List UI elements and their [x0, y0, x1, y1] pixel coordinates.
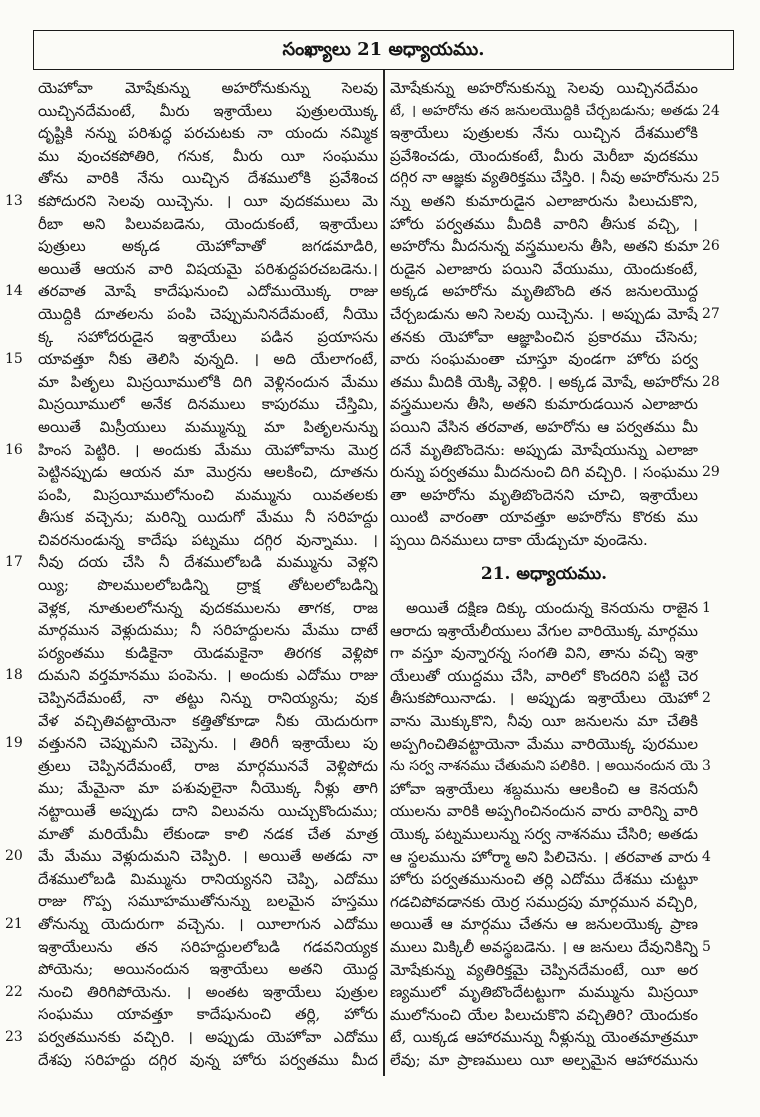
column-divider	[383, 70, 385, 1076]
verse-number: 5	[702, 938, 711, 955]
verse-number: 25	[702, 170, 720, 187]
text-line	[390, 439, 698, 462]
line-text: యొద్దికి దూతలను పంపి చెప్పుమనినదేమంటే, నీయొ	[38, 304, 378, 323]
line-text: గడచిపోవడానకు యెర్ర సముద్రపు మార్గమున వచ్చిరి,	[390, 892, 698, 911]
line-text: అయితే ఆయన వారి విషయమై పరిశుద్ధపరచబడెను.।	[38, 259, 378, 278]
line-text: వత్తునని చెప్పుమని చెప్పెను. । తిరిగీ ఇశ్రాయేలు పు	[38, 734, 378, 753]
line-text: యొక్క పట్నములున్ను సర్వ నాశనము చేసిరి; అతడు	[390, 824, 698, 843]
line-text: మా పితృలు మిస్రయీములోకి దిగి వెళ్లినందున మేము	[38, 372, 378, 391]
line-text: హింస పెట్టిరి. । అందుకు మేము యెహోవాను మొర్ర	[38, 440, 378, 459]
line-text: తోను వారికి నేను యిచ్చిన దేశములోకి ప్రవేశించ	[38, 169, 378, 188]
text-line	[390, 461, 720, 484]
verse-number: 14	[5, 283, 23, 300]
line-text: దృష్టికి నన్ను పరిశుద్ధ పరచుటకు నా యందు నమ్మిక	[38, 124, 378, 143]
line-text: తీసుకపోయినాడు. । అప్పుడు ఇశ్రాయేలు యెహో	[390, 689, 698, 708]
text-line	[5, 280, 378, 303]
line-text: ము వుంచకపోతిరి, గనుక, మీరు యీ సంఘము	[38, 146, 378, 165]
line-text: రున్ను పర్వతము మీదనుంచి దిగి వచ్చిరి. । సంఘము	[390, 463, 698, 482]
text-line	[390, 1026, 698, 1049]
text-line	[390, 258, 698, 281]
line-text: వేళ వచ్చితివట్టాయెనా కత్తితోకూడా నీకు యెదురుగా	[38, 711, 378, 730]
text-line	[390, 77, 698, 100]
line-text: సంఘము యావత్తూ కాదేషునుంచి తర్లి, హోరు	[38, 1005, 378, 1024]
line-text: గా వస్తూ వున్నారన్న సంగతి విని, తాను వచ్చి ఇశ్రా	[390, 644, 698, 663]
text-line	[38, 167, 378, 190]
text-line	[390, 235, 720, 258]
line-text: యేలుతో యుద్ధము చేసి, వారిలో కొందరిని పట్టి చెర	[390, 666, 698, 685]
text-line	[390, 213, 698, 236]
text-line	[390, 891, 698, 914]
text-line	[38, 868, 378, 891]
line-text: పుత్రులు అక్కడ యెహోవాతో జగడమాడిరి,	[38, 237, 378, 256]
right-column-bottom	[390, 597, 711, 1071]
verse-number: 21	[5, 915, 23, 932]
line-text: మోషేకున్ను అహరోనుకున్ను సెలవు యిచ్చినదేమం	[390, 79, 698, 97]
line-text: క్క సహోదరుడైన ఇశ్రాయేలు పడిన ప్రయాసను	[38, 327, 378, 346]
text-line	[38, 145, 378, 168]
text-line	[390, 122, 698, 145]
line-text: కపోదురని సెలవు యిచ్చెను. । యీ వుదకములు మె	[38, 191, 378, 210]
line-text: తోనున్ను యెదురుగా వచ్చెను. । యీలాగున ఎదోము	[38, 914, 378, 933]
left-column	[5, 77, 378, 1071]
text-line	[390, 981, 698, 1004]
line-text: హోరు పర్వతము మీదికి వారిని తీసుక వచ్చి, ।	[390, 214, 698, 233]
line-text: వాను మొక్కుకొని, నీవు యీ జనులను మా చేతికి	[390, 711, 698, 730]
text-line	[38, 303, 378, 326]
line-text: ములోనుంచి యేల పిలుచుకొని వచ్చితిరి? యెందుకం	[390, 1005, 698, 1024]
verse-number: 13	[5, 192, 23, 209]
verse-number: 29	[702, 464, 720, 481]
verse-number: 24	[702, 102, 720, 119]
running-header	[33, 30, 734, 70]
line-text: ఇశ్రాయేలును తన సరిహద్దులలోబడి గడవనియ్యక	[38, 937, 378, 956]
text-line	[390, 710, 698, 733]
line-text: యావత్తూ నీకు తెలిసి వున్నది. । అది యేలాగంటే,	[38, 350, 378, 369]
line-text: మాతో మరియేమీ లేకుండా కాలి నడక చేత మాత్ర	[38, 824, 378, 843]
line-text: పెట్టినప్పుడు ఆయన మా మొర్రను ఆలకించి, దూతను	[38, 463, 378, 482]
line-text: తరవాత మోషే కాదేషునుంచి ఎదోముయొక్క రాజు	[38, 282, 378, 301]
text-line	[5, 732, 378, 755]
line-text: టే, । అహరోను తన జనులయొద్దికి చేర్చబడును; అతడు	[390, 102, 698, 119]
text-line	[38, 529, 378, 552]
verse-number: 15	[5, 351, 23, 368]
text-line	[390, 800, 698, 823]
line-text: వస్త్రములను తీసి, అతని కుమారుడయిన ఎలాజారు	[390, 395, 698, 414]
text-line	[390, 913, 698, 936]
line-text: త్రులు చెప్పినదేమంటే, రాజ మార్గమునవే వెళ్లిపోదు	[38, 756, 378, 775]
text-line	[390, 348, 698, 371]
line-text: మిస్రయీములో అనేక దినములు కాపురము చేస్తిమి,	[38, 395, 378, 414]
text-line	[38, 936, 378, 959]
verse-number: 4	[702, 848, 711, 865]
verse-number: 16	[5, 441, 23, 458]
text-line	[390, 665, 698, 688]
text-line	[38, 258, 378, 281]
verse-number: 17	[5, 554, 23, 571]
text-line	[390, 393, 698, 416]
line-text: పోయెను; అయినందున ఇశ్రాయేలు అతని యొద్ద	[38, 960, 378, 979]
text-line	[38, 371, 378, 394]
line-text: న్ను అతని కుమారుడైన ఎలాజారును పిలుచుకొని,	[390, 191, 698, 210]
line-text: దుమని వర్తమానము పంపెను. । అందుకు ఎదోము రాజు	[38, 666, 378, 685]
text-line	[38, 823, 378, 846]
text-line	[38, 597, 378, 620]
text-line	[38, 777, 378, 800]
line-text: తీసుక వచ్చెను; మరిన్ని యిదుగో మేము నీ సరిహద్దు	[38, 508, 378, 527]
text-line	[390, 100, 720, 123]
verse-number: 2	[702, 690, 711, 707]
text-line	[390, 303, 720, 326]
text-line	[390, 868, 698, 891]
text-line	[390, 529, 698, 552]
text-line	[38, 326, 378, 349]
text-line	[38, 461, 378, 484]
text-line	[5, 913, 378, 936]
line-text: రీబా అని పిలువబడెను, యెందుకంటే, ఇశ్రాయేలు	[38, 214, 378, 233]
verse-number: 27	[702, 305, 720, 322]
text-line	[390, 484, 698, 507]
line-text: వెళ్లక, నూతులలోనున్న వుదకములను తాగక, రాజ	[38, 598, 378, 617]
line-text: ణ్యములో మృతిబొందేటట్టుగా మమ్మును మిస్రయీ	[390, 983, 698, 1002]
line-text: రుడైన ఎలాజారు పయిని వేయుము, యెందుకంటే,	[390, 259, 698, 278]
text-line	[390, 1004, 698, 1027]
line-text: ఇశ్రాయేలు పుత్రులకు నేను యిచ్చిన దేశములోకి	[390, 124, 698, 143]
line-text: అయితే దక్షిణ దిక్కు యందున్న కెనయను రాజైన	[406, 599, 698, 617]
text-line	[38, 687, 378, 710]
text-line	[38, 755, 378, 778]
line-text: అప్పగించితివట్టాయెనా మేము వారియొక్క పురముల	[390, 734, 698, 753]
verse-number: 1	[702, 600, 711, 616]
text-line	[5, 439, 378, 462]
line-text: హోరు పర్వతమునుంచి తర్లి ఎదోము దేశము చుట్టూ	[390, 870, 698, 889]
line-text: లేవు; మా ప్రాణములు యీ అల్పమైన ఆహారమును	[390, 1050, 698, 1069]
line-text: మార్గమున వెళ్లుదుము; నీ సరిహద్దులను మేము దాటే	[38, 621, 378, 640]
text-line	[5, 664, 378, 687]
text-line	[38, 1003, 378, 1026]
verse-number: 22	[5, 983, 23, 1000]
text-line	[5, 190, 378, 213]
line-text: ప్రవేశించడు, యెందుకంటే, మీరు మెరీబా వుదకము	[390, 146, 698, 165]
text-line	[38, 619, 378, 642]
line-text: దనే మృతిబొందెను: అప్పుడు మోషేయున్ను ఎలాజా	[390, 440, 698, 459]
line-text: మే మేము వెళ్లుదుమని చెప్పిరి. । అయితే అతడు నా	[38, 847, 378, 866]
line-text: పర్యంతము కుడికైనా యెడమకైనా తిరగక వెళ్లిపో	[38, 643, 378, 662]
line-text: దగ్గిర నా ఆజ్ఞకు వ్యతిరిక్తము చేస్తిరి. । నీవు అహరోనును	[390, 170, 698, 187]
line-text: నుంచి తిరిగిపోయెను. । అంతట ఇశ్రాయేలు పుత్రుల	[38, 982, 378, 1001]
line-text: మోషేకున్ను వ్యతిరిక్తమై చెప్పినదేమంటే, యీ అర	[390, 960, 698, 979]
text-line	[38, 800, 378, 823]
line-text: ప్పయి దినములు దాకా యేడ్చుచూ వుండెను.	[390, 530, 648, 549]
text-line	[390, 371, 720, 394]
text-line	[390, 167, 720, 190]
line-text: దేశపు సరిహద్దు దగ్గిర వున్న హోరు పర్వతము మీద	[38, 1050, 378, 1069]
text-line	[390, 597, 711, 620]
line-text: అయితే ఆ మార్గము చేతను ఆ జనులయొక్క ప్రాణ	[390, 915, 698, 934]
verse-number: 19	[5, 735, 23, 752]
verse-number: 23	[5, 1028, 23, 1045]
text-line	[38, 958, 378, 981]
line-text: యింటి వారంతా యావత్తూ అహరోను కొరకు ము	[390, 508, 698, 527]
text-line	[390, 755, 711, 778]
text-line	[38, 100, 378, 123]
line-text: తము మీదికి యెక్కి వెళ్లిరి. । అక్కడ మోషే, అహరోను	[390, 372, 698, 391]
text-line	[390, 280, 698, 303]
text-line	[38, 213, 378, 236]
line-text: అక్కడ అహరోను మృతిబొంది తన జనులయొద్ద	[390, 282, 698, 301]
line-text: దేశములోబడి మిమ్మును రానియ్యనని చెప్పి, ఎదోము	[38, 869, 378, 888]
text-line	[38, 710, 378, 733]
text-line	[390, 190, 698, 213]
line-text: చివరనుండున్న కాదేషు పట్నము దగ్గిర వున్నాము. ।	[38, 530, 378, 549]
text-line	[390, 1049, 698, 1072]
text-line	[38, 1049, 378, 1072]
line-text: ను సర్వ నాశనము చేతుమని పలికిరి. । అయినందున యె	[390, 758, 698, 775]
text-line	[390, 778, 698, 801]
text-line	[5, 1026, 378, 1049]
line-text: హోవా ఇశ్రాయేలు శబ్దమును ఆలకించి ఆ కెనయనీ	[390, 779, 698, 798]
text-line	[390, 506, 698, 529]
verse-number: 18	[5, 667, 23, 684]
line-text: యెహోవా మోషేకున్ను అహరోనుకున్ను సెలవు	[38, 79, 378, 97]
text-line	[5, 845, 378, 868]
line-text: అహరోను మీదనున్న వస్త్రములను తీసి, అతని కుమా	[390, 237, 698, 256]
line-text: పర్వతమునకు వచ్చిరి. । అప్పుడు యెహోవా ఎదోము	[38, 1027, 378, 1046]
text-line	[38, 506, 378, 529]
line-text: యులను వారికి అప్పగించినందున వారు వారిన్ని వారి	[390, 802, 698, 821]
text-line	[38, 890, 378, 913]
text-line	[5, 348, 378, 371]
line-text: తా అహరోను మృతిబొందెనని చూచి, ఇశ్రాయేలు	[390, 485, 698, 504]
text-line	[390, 733, 698, 756]
line-text: చేర్చబడును అని సెలవు యిచ్చెను. । అప్పుడు మోషే	[390, 304, 698, 323]
line-text: పయిని వేసిన తరవాత, అహరోను ఆ పర్వతము మీ	[390, 417, 698, 436]
line-text: రాజు గొప్ప సమూహముతోనున్ను బలమైన హస్తము	[38, 892, 378, 911]
running-header-title: సంఖ్యాలు 21 అధ్యాయము.	[282, 39, 485, 60]
verse-number: 3	[702, 758, 711, 775]
chapter-heading: 21. అధ్యాయము.	[480, 564, 608, 584]
line-text: ఆరాదు ఇశ్రాయేలీయులు వేగుల వారియొక్క మార్గము	[390, 621, 698, 640]
text-line	[38, 484, 378, 507]
line-text: ఆ స్థలమును హోర్మా అని పిలిచెను. । తరవాత వారు	[390, 847, 698, 866]
text-line	[38, 235, 378, 258]
verse-number: 20	[5, 848, 23, 865]
text-line	[390, 846, 711, 869]
line-text: ము; మేమైనా మా పశువులైనా నీయొక్క నీళ్లు తాగి	[38, 779, 378, 798]
text-line	[38, 77, 378, 100]
line-text: తనకు యెహోవా ఆజ్ఞాపించిన ప్రకారము చేసెను;	[390, 327, 698, 346]
text-line	[38, 416, 378, 439]
text-line	[390, 642, 698, 665]
text-line	[390, 620, 698, 643]
text-line	[38, 393, 378, 416]
text-line	[38, 122, 378, 145]
text-line	[390, 326, 698, 349]
line-text: నీవు దయ చేసి నీ దేశములోబడి మమ్మును వెళ్లని	[38, 553, 378, 572]
text-line	[390, 145, 698, 168]
verse-number: 28	[702, 373, 720, 390]
text-line	[390, 823, 698, 846]
line-text: పంపి, మిస్రయీములోనుంచి మమ్మును యివతలకు	[38, 485, 378, 504]
text-line	[5, 551, 378, 574]
line-text: చెప్పినదేమంటే, నా తట్టు నిన్ను రానియ్యను; వుక	[38, 689, 378, 708]
text-line	[390, 416, 698, 439]
line-text: యిచ్చినదేమంటే, మీరు ఇశ్రాయేలు పుత్రులయొక్క	[38, 101, 378, 120]
text-line	[390, 959, 698, 982]
line-text: య్యి; పొలములలోబడిన్ని ద్రాక్ష తోటలలోబడిన్ని	[38, 576, 378, 595]
line-text: ములు మిక్కిలీ అవస్థబడెను. । ఆ జనులు దేవునికిన్ని	[390, 937, 698, 956]
line-text: టే, యిక్కడ ఆహారమున్ను నీళ్లున్ను యెంతమాత్రమూ	[390, 1028, 698, 1047]
line-text: నట్టాయితే అప్పుడు దాని విలువను యిచ్చుకొందుము;	[38, 802, 378, 820]
text-line	[5, 981, 378, 1004]
text-line	[390, 687, 711, 710]
right-column-top	[390, 77, 720, 551]
text-line	[38, 642, 378, 665]
line-text: వారు సంఘమంతా చూస్తూ వుండగా హోరు పర్వ	[390, 350, 698, 369]
text-line	[38, 574, 378, 597]
verse-number: 26	[702, 238, 720, 255]
text-line	[390, 936, 711, 959]
line-text: అయితే మిస్రీయులు మమ్మున్ను మా పితృలనున్ను	[38, 417, 378, 436]
